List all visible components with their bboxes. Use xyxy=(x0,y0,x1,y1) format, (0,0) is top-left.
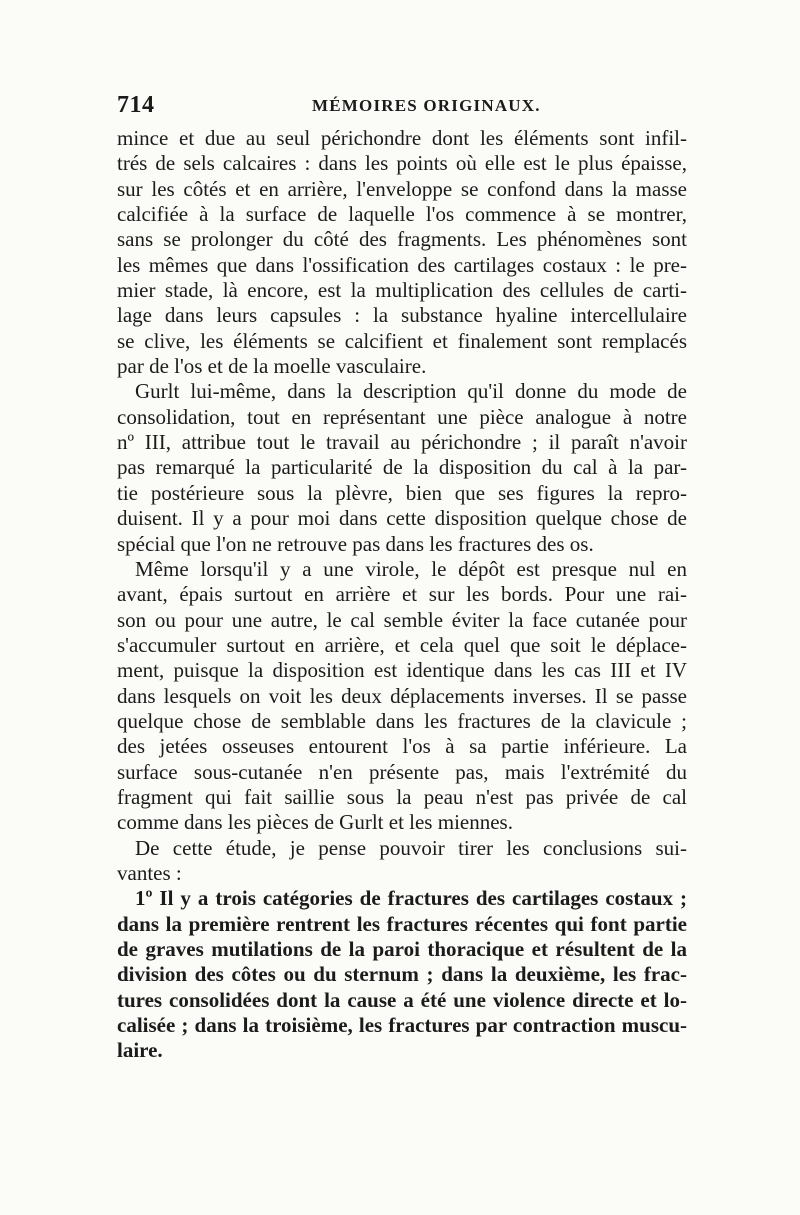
text-line: spécial que l'on ne retrouve pas dans les fractures des os. xyxy=(117,531,594,556)
text-line: son ou pour une autre, le cal semble éviter la face cutanée pour xyxy=(117,607,687,632)
text-line: calisée ; dans la troisième, les fractures par contraction muscu- xyxy=(117,1013,687,1038)
text-line: lage dans leurs capsules : la substance hyaline intercellulaire xyxy=(117,303,687,328)
text-line: mince et due au seul périchondre dont les éléments sont infil- xyxy=(117,126,687,150)
text-line: nº III, attribue tout le travail au périchondre ; il paraît n'avoir xyxy=(117,430,687,455)
text-line: se clive, les éléments se calcifient et finalement sont remplacés xyxy=(117,328,687,353)
text-line: sans se prolonger du côté des fragments. Les phénomènes sont xyxy=(117,227,687,252)
paragraph-start-line: Gurlt lui-même, dans la description qu'il donne du mode de xyxy=(135,379,687,404)
text-line: laire. xyxy=(117,1038,163,1063)
text-line: tie postérieure sous la plèvre, bien que ses figures la repro- xyxy=(117,480,687,505)
text-line: de graves mutilations de la paroi thoracique et résultent de la xyxy=(117,937,687,961)
body-text xyxy=(117,126,687,1064)
text-line: trés de sels calcaires : dans les points où elle est le plus épaisse, xyxy=(117,151,687,176)
text-line: duisent. Il y a pour moi dans cette disposition quelque chose de xyxy=(117,506,687,531)
text-line: quelque chose de semblable dans les fractures de la clavicule ; xyxy=(117,708,687,733)
text-line: des jetées osseuses entourent l'os à sa partie inférieure. La xyxy=(117,734,687,759)
page-header xyxy=(117,92,687,126)
text-line: s'accumuler surtout en arrière, et cela quel que soit le déplace- xyxy=(117,632,687,657)
page-number: 714 xyxy=(117,92,155,118)
text-line: division des côtes ou du sternum ; dans la deuxième, les frac- xyxy=(117,962,687,987)
text-line: comme dans les pièces de Gurlt et les miennes. xyxy=(117,810,513,835)
text-line: avant, épais surtout en arrière et sur les bords. Pour une rai- xyxy=(117,582,687,607)
running-title: MÉMOIRES ORIGINAUX. xyxy=(312,96,541,115)
text-line: fragment qui fait saillie sous la peau n'est pas privée de cal xyxy=(117,784,687,809)
text-line: surface sous-cutanée n'en présente pas, mais l'extrémité du xyxy=(117,759,687,784)
text-line: consolidation, tout en représentant une pièce analogue à notre xyxy=(117,404,687,429)
text-line: calcifiée à la surface de laquelle l'os commence à se montrer, xyxy=(117,202,687,227)
text-line: par de l'os et de la moelle vasculaire. xyxy=(117,354,427,379)
text-line: tures consolidées dont la cause a été une violence directe et lo- xyxy=(117,987,687,1012)
text-line: dans la première rentrent les fractures récentes qui font partie xyxy=(117,911,687,936)
text-line: ment, puisque la disposition est identique dans les cas III et IV xyxy=(117,658,687,683)
conclusion-start-line: 1º Il y a trois catégories de fractures des cartilages costaux ; xyxy=(135,886,687,911)
text-line: sur les côtés et en arrière, l'enveloppe se confond dans la masse xyxy=(117,176,687,201)
text-line: dans lesquels on voit les deux déplacements inverses. Il se passe xyxy=(117,683,687,708)
text-line: pas remarqué la particularité de la disposition du cal à la par- xyxy=(117,455,687,480)
text-line: vantes : xyxy=(117,860,182,885)
paragraph-start-line: Même lorsqu'il y a une virole, le dépôt est presque nul en xyxy=(135,556,687,581)
text-line: les mêmes que dans l'ossification des cartilages costaux : le pre- xyxy=(117,252,687,277)
paragraph-start-line: De cette étude, je pense pouvoir tirer les conclusions sui- xyxy=(135,835,687,860)
text-line: mier stade, là encore, est la multiplication des cellules de carti- xyxy=(117,278,687,303)
